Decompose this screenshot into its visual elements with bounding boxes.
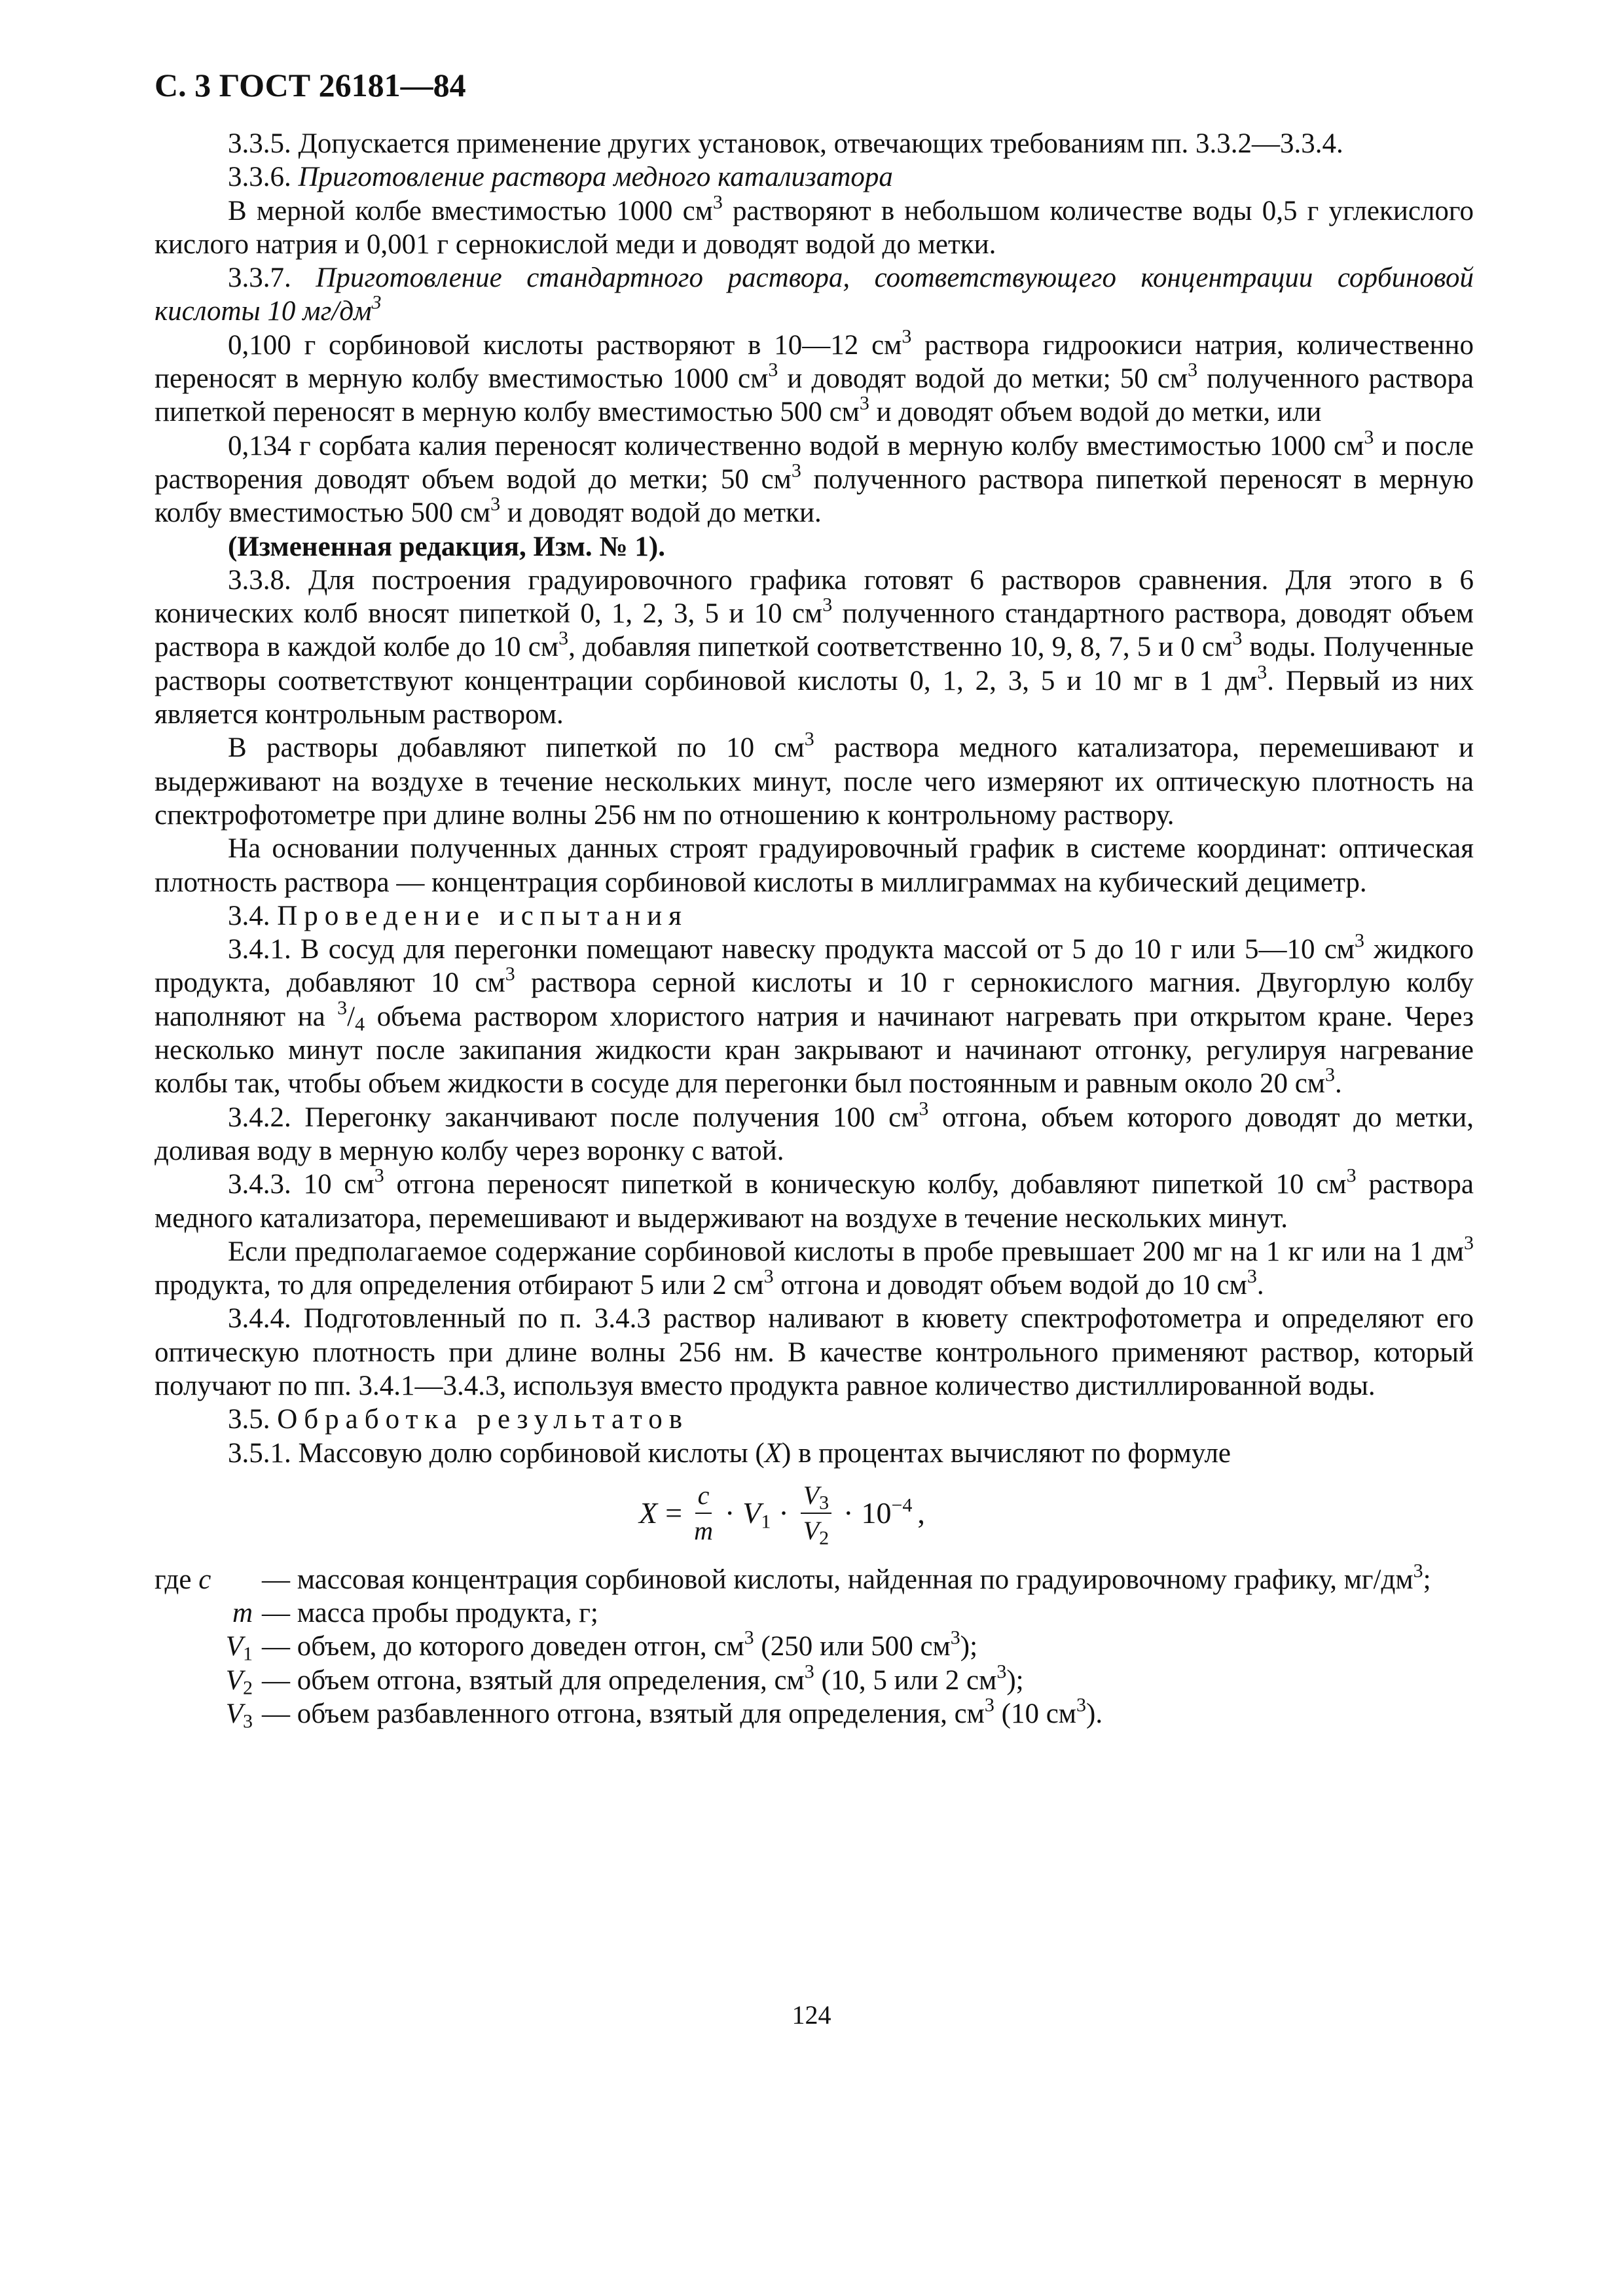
definition-v2: $V_2$ — объем отгона, взятый для определения, $см^3$ (10, 5 или 2 $см^3$);: [225, 1660, 1024, 1699]
definition-m: m — масса пробы продукта, г;: [232, 1598, 598, 1629]
formula: [639, 1470, 925, 1556]
paragraph-3-3-8-b: В растворы добавляют пипеткой по 10 $см^3$ раствора медного катализатора, перемешивают и выдерживают на воздухе в течение нескольких минут, после чего измеряют их оптическую плотность на спектрофотометре при длине волны 256 нм по отношению к контрольному раствору.: [155, 728, 1474, 831]
section-3-5-heading: 3.5. Обработка результатов: [228, 1404, 689, 1435]
paragraph-3-4-3-b: Если предполагаемое содержание сорбиновой кислоты в пробе превышает 200 мг на 1 кг или на 1 $дм^3$ продукта, то для определения отбирают 5 или 2 $см^3$ отгона и доводят объем водой до 10 $см^3$.: [155, 1232, 1474, 1301]
paragraph-3-4-1: 3.4.1. В сосуд для перегонки помещают навеску продукта массой от 5 до 10 г или 5—10 $см^3$ жидкого продукта, добавляют 10 $см^3$ раствора серной кислоты и 10 г сернокислого магния. Двугорлую колбу наполняют на $^3/_4$ объема раствором хлористого натрия и начинают нагревать при открытом кране. Через несколько минут после закипания жидкости кран закрывают и начинают отгонку, регулируя нагревание колбы так, чтобы объем жидкости в сосуде для перегонки был постоянным и равным около 20 $см^3$.: [155, 929, 1474, 1100]
formula-comma: ,: [917, 1496, 925, 1530]
paragraph-3-3-8: 3.3.8. Для построения градуировочного графика готовят 6 растворов сравнения. Для этого в 6 конических колб вносят пипеткой 0, 1, 2, 3, 5 и 10 $см^3$ полученного стандартного раствора, доводят объем раствора в каждой колбе до 10 $см^3$, добавляя пипеткой соответственно 10, 9, 8, 7, 5 и 0 $см^3$ воды. Полученные растворы соответствуют концентрации сорбиновой кислоты 0, 1, 2, 3, 5 и 10 мг в 1 $дм^3$. Первый из них является контрольным раствором.: [155, 564, 1474, 730]
formula-dot-2: ·: [778, 1496, 789, 1530]
definition-v1: $V_1$ — объем, до которого доведен отгон, $см^3$ (250 или 500 $см^3$);: [225, 1627, 978, 1665]
formula-c: c: [695, 1479, 712, 1514]
definition-c: где c — массовая концентрация сорбиновой кислоты, найденная по градуировочному графику, $мг/дм^3$;: [155, 1560, 1431, 1595]
amendment-note: (Измененная редакция, Изм. № 1).: [228, 531, 665, 562]
paragraph-3-4-3: 3.4.3. 10 $см^3$ отгона переносят пипеткой в коническую колбу, добавляют пипеткой 10 $см^3$ раствора медного катализатора, перемешивают и выдерживают на воздухе в течение нескольких минут.: [155, 1164, 1474, 1234]
paragraph-3-5-1: 3.5.1. Массовую долю сорбиновой кислоты (X) в процентах вычисляют по формуле: [228, 1437, 1231, 1469]
formula-fraction-v3-v2: [801, 1479, 831, 1548]
document-page: [155, 65, 1474, 1731]
paragraph-3-3-6-heading: 3.3.6. Приготовление раствора медного катализатора: [228, 162, 893, 193]
formula-equals: =: [665, 1496, 683, 1530]
paragraph-3-3-6-text: В мерной колбе вместимостью 1000 $см^3$ растворяют в небольшом количестве воды 0,5 г углекислого кислого натрия и 0,001 г сернокислой меди и доводят водой до метки.: [155, 191, 1474, 260]
paragraph-3-3-7-b: 0,134 г сорбата калия переносят количественно водой в мерную колбу вместимостью 1000 $см^3$ и после растворения доводят объем водой до метки; 50 $см^3$ полученного раствора пипеткой переносят в мерную колбу вместимостью 500 $см^3$ и доводят водой до метки.: [155, 426, 1474, 529]
formula-m: m: [694, 1515, 713, 1545]
paragraph-3-4-4: 3.4.4. Подготовленный по п. 3.4.3 раствор наливают в кювету спектрофотометра и определяют его оптическую плотность при длине волны 256 нм. В качестве контрольного применяют раствор, который получают по пп. 3.4.1—3.4.3, используя вместо продукта равное количество дистиллированной воды.: [155, 1303, 1474, 1401]
section-3-4-heading: 3.4. Проведение испытания: [228, 900, 688, 931]
variable-definitions: [155, 1560, 1474, 1732]
formula-v3: $V_3$: [801, 1479, 831, 1514]
paragraph-3-4-2: 3.4.2. Перегонку заканчивают после получения 100 $см^3$ отгона, объем которого доводят до метки, доливая воду в мерную колбу через воронку с ватой.: [155, 1098, 1474, 1166]
formula-v2: $V_2$: [803, 1515, 830, 1549]
formula-fraction-c-m: [694, 1479, 713, 1548]
formula-dot-3: ·: [843, 1496, 854, 1530]
page-header: С. 3 ГОСТ 26181—84: [155, 67, 466, 103]
formula-lhs: X: [639, 1496, 658, 1530]
paragraph-3-3-5: 3.3.5. Допускается применение других установок, отвечающих требованиям пп. 3.3.2—3.3.4.: [228, 128, 1343, 159]
definition-v3: $V_3$ — объем разбавленного отгона, взятый для определения, $см^3$ (10 $см^3$).: [225, 1694, 1103, 1732]
page-number: 124: [792, 2000, 831, 2030]
formula-dot-1: ·: [724, 1496, 735, 1530]
paragraph-3-3-7-a: 0,100 г сорбиновой кислоты растворяют в 10—12 $см^3$ раствора гидроокиси натрия, количественно переносят в мерную колбу вместимостью 1000 $см^3$ и доводят водой до метки; 50 $см^3$ полученного раствора пипеткой переносят в мерную колбу вместимостью 500 $см^3$ и доводят объем водой до метки, или: [155, 325, 1474, 428]
formula-power: $10^{-4}$: [861, 1494, 913, 1530]
paragraph-3-3-7-heading: 3.3.7. Приготовление стандартного раствора, соответствующего концентрации сорбиновой кислоты 10 $мг/дм^3$: [155, 262, 1474, 327]
formula-v1: $V_1$: [742, 1496, 771, 1533]
paragraph-3-3-8-c: На основании полученных данных строят градуировочный график в системе координат: оптическая плотность раствора — концентрация сорбиновой кислоты в миллиграммах на кубический дециметр.: [155, 833, 1474, 898]
formula-block: [155, 1470, 1474, 1556]
